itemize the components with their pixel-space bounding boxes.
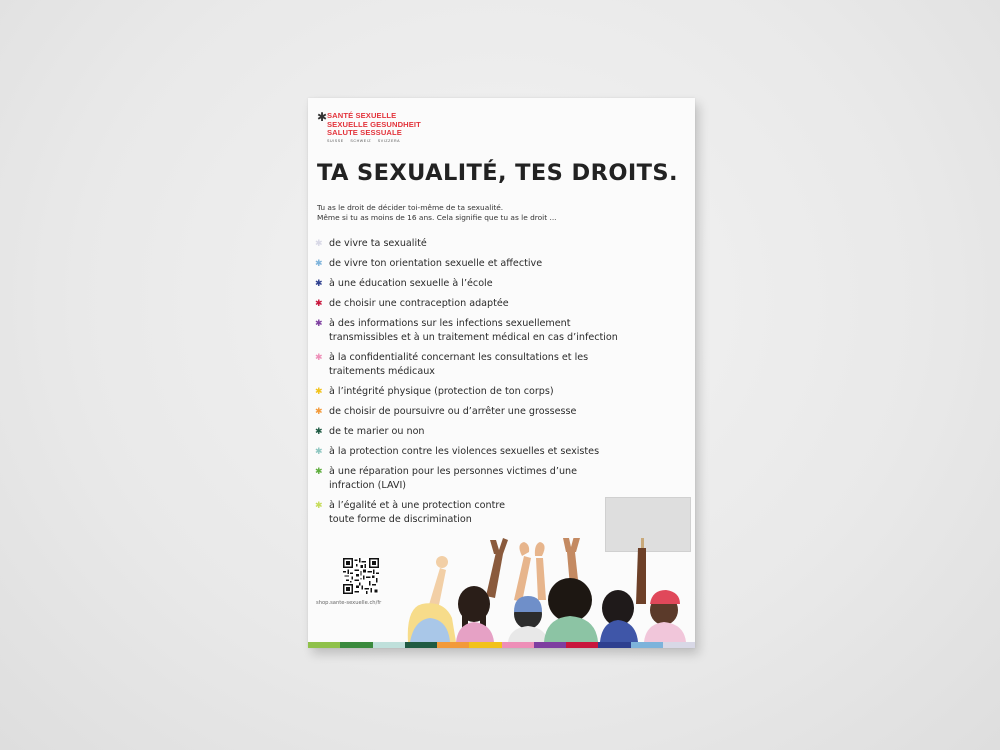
raised-arm [636, 548, 646, 604]
hand [436, 556, 448, 568]
right-text-line: de te marier ou non [329, 426, 425, 437]
stripe-segment [534, 642, 566, 648]
star-icon: ✱ [315, 299, 323, 309]
right-item [315, 277, 680, 291]
right-text-line: toute forme de discrimination [329, 514, 472, 525]
stripe-segment [373, 642, 405, 648]
star-icon: ✱ [315, 407, 323, 417]
right-item [315, 317, 680, 345]
right-item [315, 257, 680, 271]
crowd-illustration [400, 538, 695, 642]
right-text-line: transmissibles et à un traitement médical en cas d’infection [329, 332, 618, 343]
stripe-segment [502, 642, 534, 648]
right-item [315, 297, 680, 311]
right-text-line: de choisir une contraception adaptée [329, 298, 509, 309]
poster-title: TA SEXUALITÉ, TES DROITS. [317, 160, 678, 186]
stripe-segment [308, 642, 340, 648]
stripe-segment [566, 642, 598, 648]
person-braids-shirt [456, 622, 494, 642]
logo-country-de: SCHWEIZ [350, 138, 372, 143]
star-icon: ✱ [315, 447, 323, 457]
intro-line-1: Tu as le droit de décider toi-même de ta sexualité. [317, 203, 504, 212]
right-text-line: à l’égalité et à une protection contre [329, 500, 505, 511]
star-icon: ✱ [315, 427, 323, 437]
logo-line-de: SEXUELLE GESUNDHEIT [327, 119, 421, 129]
right-text-line: à des informations sur les infections sexuellement [329, 318, 571, 329]
red-cap [650, 590, 680, 604]
right-text-line: à une réparation pour les personnes victimes d’une [329, 466, 578, 477]
asterisk-icon: ✱ [317, 110, 328, 124]
star-icon: ✱ [315, 353, 323, 363]
stripe-segment [631, 642, 663, 648]
logo-line-fr: SANTÉ SEXUELLE [327, 111, 397, 120]
star-icon: ✱ [315, 467, 323, 477]
color-stripe [308, 642, 695, 648]
person-beanie-shirt [508, 626, 548, 642]
poster [308, 98, 695, 648]
raised-arm [514, 556, 531, 602]
peace-hand [490, 538, 508, 554]
rights-list [315, 237, 680, 533]
person-dark-hair-shirt [600, 620, 638, 642]
right-item [315, 385, 680, 399]
raised-arm [486, 552, 503, 598]
right-item [315, 465, 680, 493]
stripe-segment [663, 642, 695, 648]
right-text-line: à une éducation sexuelle à l’école [329, 278, 493, 289]
logo-line-it: SALUTE SESSUALE [327, 128, 402, 137]
qr-code [343, 558, 379, 594]
right-item [315, 425, 680, 439]
right-item [315, 445, 680, 459]
logo-country-fr: SUISSE [327, 138, 344, 143]
stripe-segment [405, 642, 437, 648]
logo-countries [327, 139, 477, 143]
right-text-line: infraction (LAVI) [329, 480, 407, 491]
right-item [315, 237, 680, 251]
star-icon: ✱ [315, 387, 323, 397]
intro-text [317, 203, 677, 223]
stripe-segment [340, 642, 372, 648]
star-icon: ✱ [315, 279, 323, 289]
star-icon: ✱ [315, 501, 323, 511]
stripe-segment [469, 642, 501, 648]
heart-hand [535, 542, 545, 556]
heart-hand [519, 542, 529, 556]
person-cap-shirt [644, 622, 686, 642]
right-item [315, 405, 680, 419]
right-item [315, 351, 680, 379]
person-afro-shirt [544, 616, 598, 642]
shop-url: shop.sante-sexuelle.ch/fr [316, 600, 382, 606]
intro-line-2: Même si tu as moins de 16 ans. Cela signifie que tu as le droit ... [317, 213, 557, 222]
star-icon: ✱ [315, 239, 323, 249]
right-text-line: traitements médicaux [329, 366, 435, 377]
star-icon: ✱ [315, 319, 323, 329]
right-text-line: à l’intégrité physique (protection de ton corps) [329, 386, 554, 397]
star-icon: ✱ [315, 259, 323, 269]
right-text-line: de choisir de poursuivre ou d’arrêter une grossesse [329, 406, 577, 417]
right-text-line: à la protection contre les violences sexuelles et sexistes [329, 446, 600, 457]
right-text-line: de vivre ta sexualité [329, 238, 427, 249]
raised-arm [536, 558, 546, 600]
stripe-segment [598, 642, 630, 648]
stripe-segment [437, 642, 469, 648]
logo-country-it: SVIZZERA [377, 138, 401, 143]
person-afro-head [548, 578, 592, 622]
peace-hand [563, 538, 580, 552]
right-text-line: de vivre ton orientation sexuelle et affective [329, 258, 543, 269]
right-text-line: à la confidentialité concernant les consultations et les [329, 352, 589, 363]
